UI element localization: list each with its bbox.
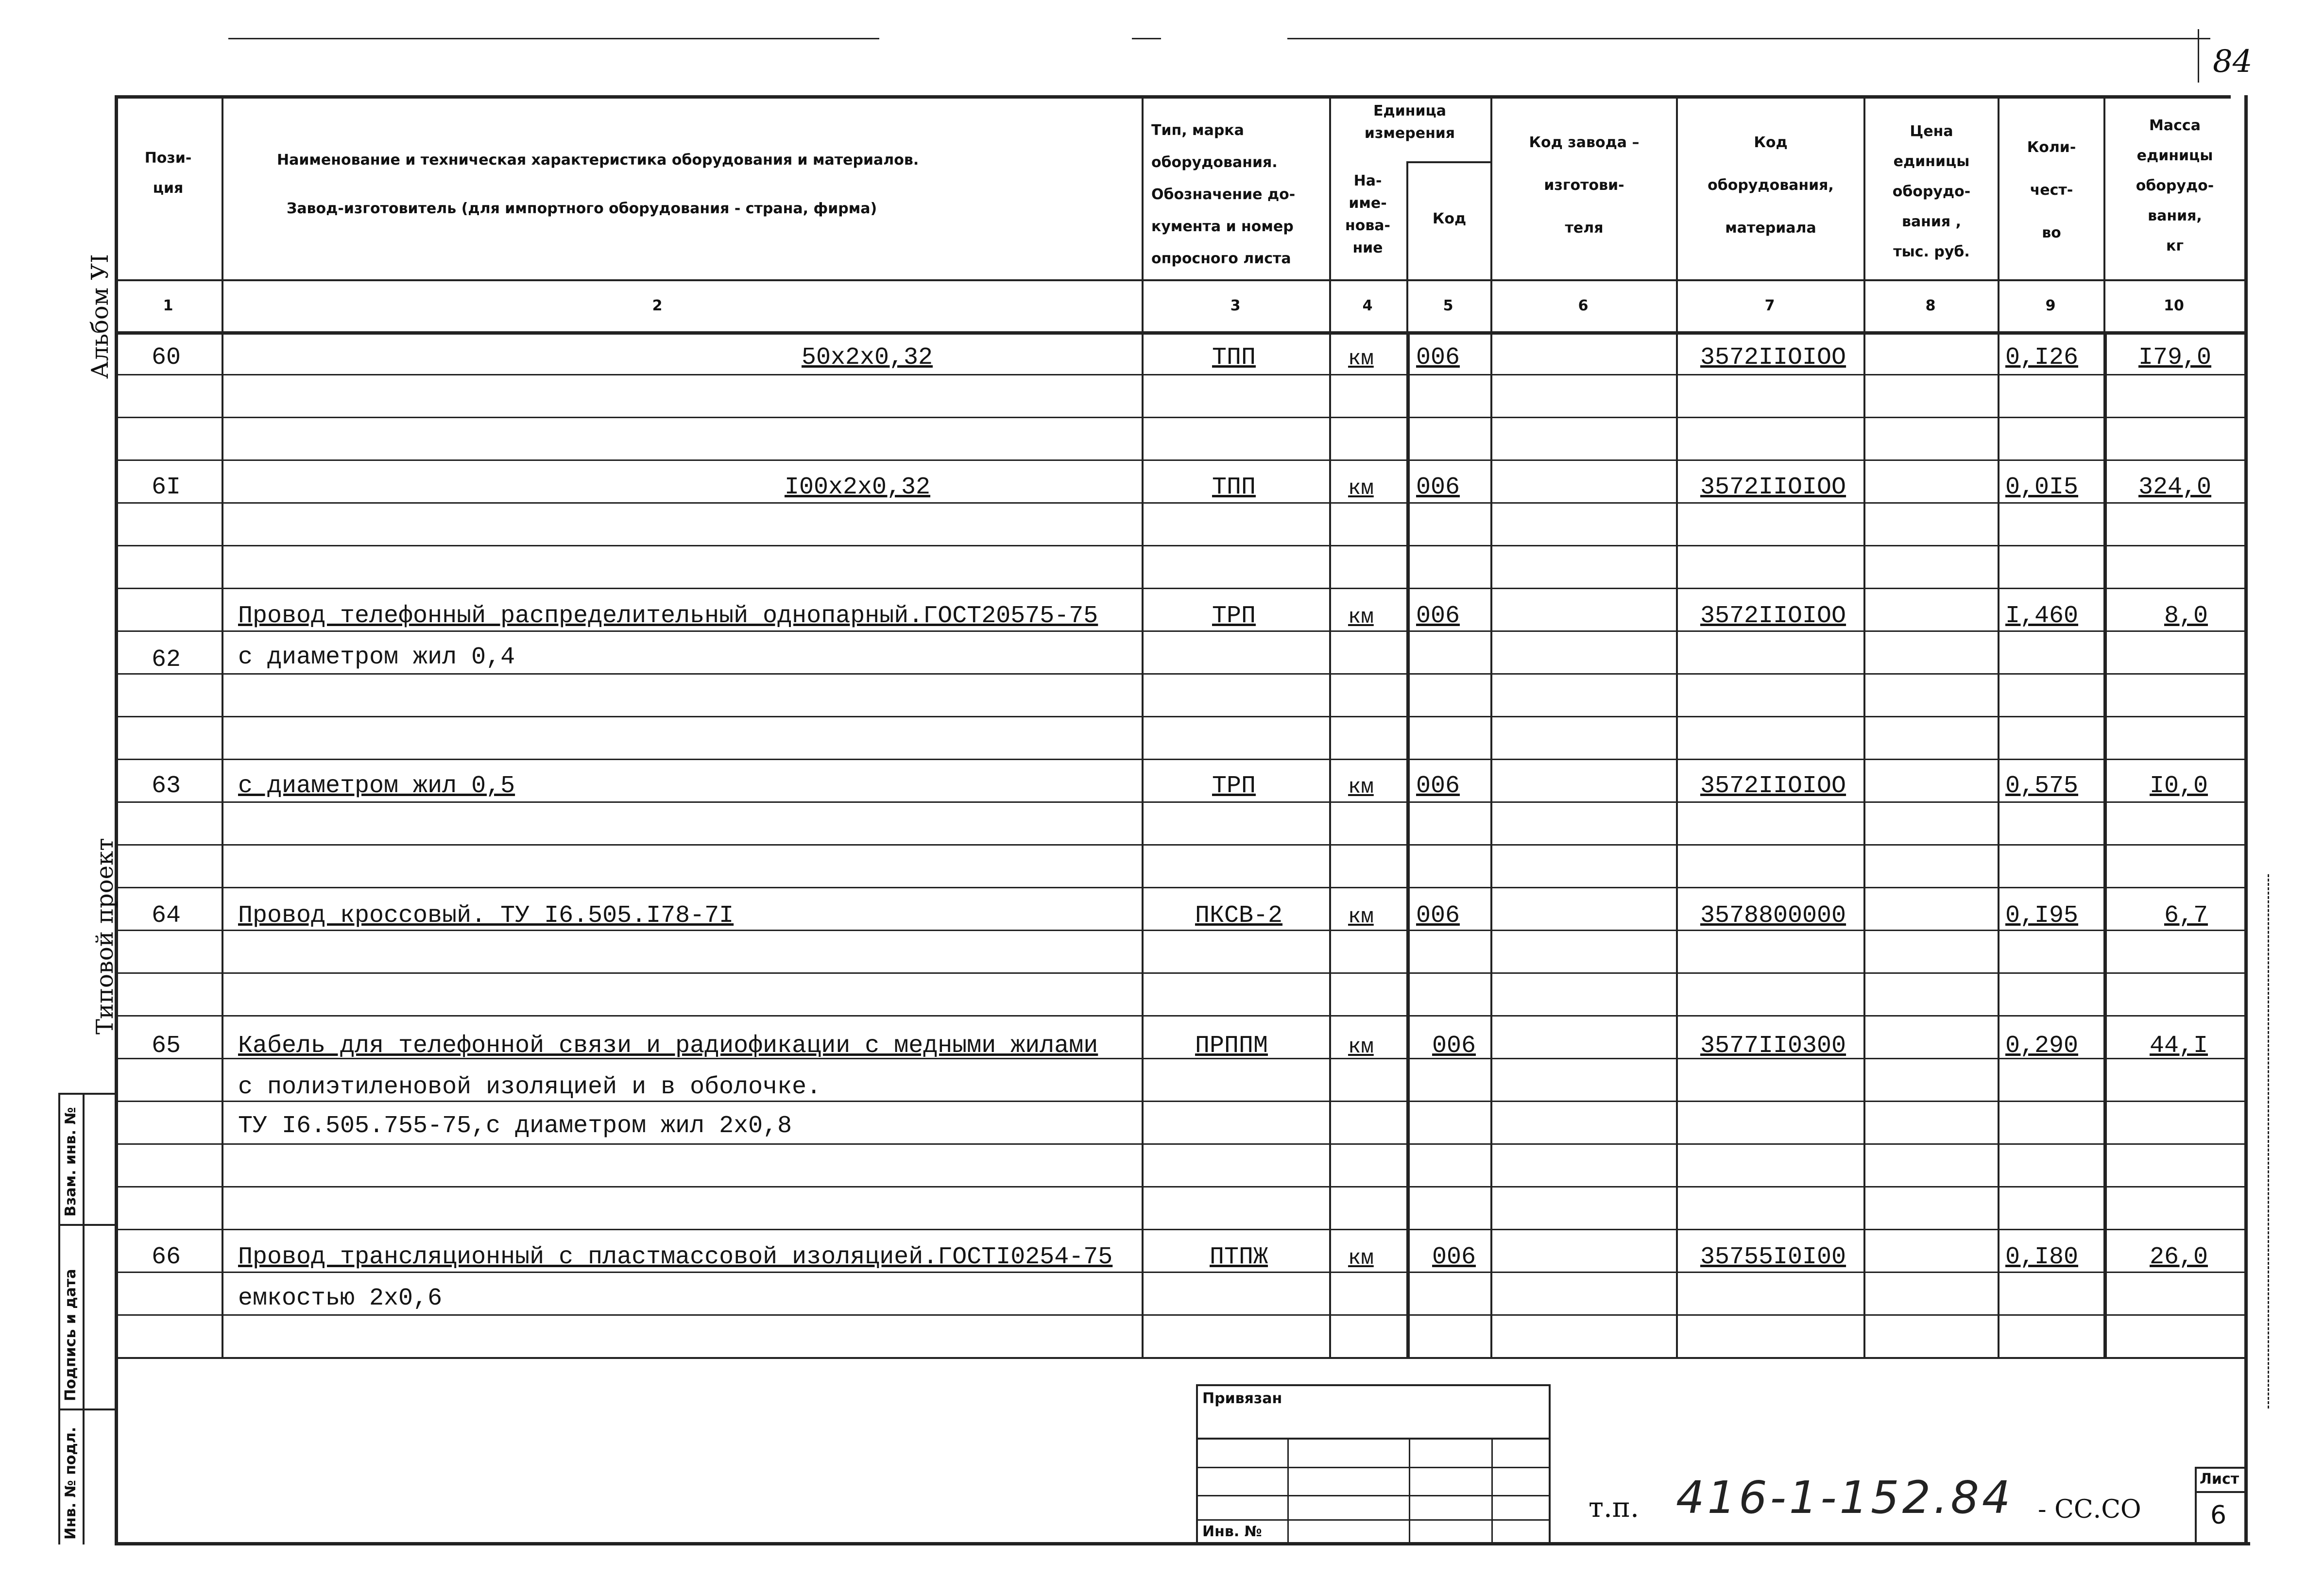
header-position <box>115 143 222 204</box>
row-line <box>115 1357 2244 1359</box>
column-number: 8 <box>1925 297 1936 314</box>
row-line <box>115 801 2244 803</box>
cell-position: 60 <box>152 344 181 372</box>
stamp-line <box>58 1093 115 1095</box>
header-line: име- <box>1349 195 1387 212</box>
cell-name: 50х2х0,32 <box>802 344 933 372</box>
cell-name: с полиэтиленовой изоляцией и в оболочке. <box>238 1073 821 1101</box>
header-line: Пози- <box>144 150 192 167</box>
cell-name: ТУ I6.505.755-75,с диаметром жил 2х0,8 <box>238 1112 792 1140</box>
col-line <box>222 95 223 1357</box>
cell-name: Провод кроссовый. ТУ I6.505.I78-7I <box>238 902 734 930</box>
cell-type: ПРППМ <box>1195 1032 1268 1060</box>
cell-position: 64 <box>152 902 181 930</box>
row-line <box>115 930 2244 931</box>
stamp-line <box>83 1093 85 1544</box>
inv-label: Инв. № <box>1202 1523 1262 1540</box>
header-price <box>1865 117 1998 267</box>
cell-name: емкостью 2х0,6 <box>238 1285 443 1312</box>
header-line: измерения <box>1364 125 1455 142</box>
header-quantity <box>1999 126 2103 255</box>
cell-mass: 6,7 <box>2164 902 2208 930</box>
cell-material-code: 3577II0300 <box>1700 1032 1846 1060</box>
tb-line <box>1196 1495 1549 1496</box>
cell-material-code: 3572IIOIOO <box>1700 772 1846 800</box>
cell-name: I00х2х0,32 <box>785 474 931 501</box>
stamp-signature-date: Подпись и дата <box>62 1269 79 1401</box>
sheet-label: Лист <box>2200 1471 2239 1488</box>
tb-line <box>2195 1491 2244 1493</box>
cell-unit-code: 006 <box>1416 602 1460 630</box>
header-line: ние <box>1352 239 1383 256</box>
cell-position: 6I <box>152 474 181 501</box>
cell-unit: км <box>1348 605 1374 629</box>
cell-mass: 8,0 <box>2164 602 2208 630</box>
cell-mass: I0,0 <box>2150 772 2208 800</box>
row-line <box>115 1143 2244 1145</box>
row-line <box>115 1186 2244 1188</box>
cell-type: ПТПЖ <box>1210 1243 1268 1271</box>
cell-unit: км <box>1348 775 1374 799</box>
header-unit-code: Код <box>1432 210 1467 227</box>
col-line <box>1406 331 1410 1357</box>
header-line: кг <box>2166 238 2184 255</box>
header-line: чест- <box>2030 182 2073 199</box>
cell-mass: 44,I <box>2150 1032 2208 1060</box>
column-number: 2 <box>652 297 663 314</box>
column-number: 4 <box>1362 297 1373 314</box>
cell-unit: км <box>1348 476 1374 501</box>
row-line <box>115 417 2244 418</box>
col-line <box>1329 95 1331 1357</box>
cell-quantity: 0,I26 <box>2005 344 2079 372</box>
row-line <box>115 630 2244 632</box>
cell-quantity: 0,I80 <box>2005 1243 2079 1271</box>
cell-quantity: 0,0I5 <box>2005 474 2079 501</box>
frame-right <box>2244 95 2248 1544</box>
header-line: Код <box>1754 134 1788 151</box>
sheet-number: 6 <box>2210 1501 2227 1530</box>
cell-quantity: I,460 <box>2005 602 2079 630</box>
row-line <box>115 459 2244 461</box>
tb-line <box>1491 1438 1493 1542</box>
header-line: нова- <box>1345 217 1391 234</box>
row-line <box>115 673 2244 675</box>
row-line <box>115 844 2244 846</box>
column-number: 5 <box>1443 297 1453 314</box>
header-line: Обозначение до- <box>1151 186 1296 203</box>
row-line <box>115 759 2244 760</box>
cell-material-code: 3572IIOIOO <box>1700 344 1846 372</box>
header-name <box>223 136 1142 233</box>
stamp-replace-inv: Взам. инв. № <box>62 1107 79 1217</box>
header-line: ция <box>153 180 184 197</box>
header-type <box>1145 115 1336 275</box>
row-line <box>115 1314 2244 1316</box>
header-line: во <box>2042 224 2061 241</box>
column-number: 1 <box>163 297 173 314</box>
cell-unit: км <box>1348 1035 1374 1059</box>
colnum-bottom <box>115 331 2244 335</box>
stamp-line <box>58 1408 115 1410</box>
header-line: кумента и номер <box>1151 218 1294 235</box>
header-line: единицы <box>1893 153 1970 170</box>
row-line <box>115 716 2244 717</box>
cell-unit-code: 006 <box>1432 1243 1476 1271</box>
header-line: оборудования, <box>1708 177 1834 194</box>
cell-material-code: 3572IIOIOO <box>1700 474 1846 501</box>
cell-unit: км <box>1348 905 1374 929</box>
cell-name: Провод трансляционный с пластмассовой изоляцией.ГОСТI0254-75 <box>238 1243 1113 1271</box>
cell-type: ПКСВ-2 <box>1195 902 1283 930</box>
col-line <box>1863 95 1865 1357</box>
margin-dash <box>2268 874 2269 1408</box>
tb-line <box>1196 1519 1549 1521</box>
cell-material-code: 3578800000 <box>1700 902 1846 930</box>
stamp-inv-original: Инв. № подл. <box>62 1426 79 1540</box>
header-line: Цена <box>1910 123 1953 140</box>
cell-unit-code: 006 <box>1432 1032 1476 1060</box>
row-line <box>115 1229 2244 1230</box>
bound-label: Привязан <box>1202 1390 1282 1407</box>
tb-line <box>2195 1467 2244 1469</box>
cell-unit-code: 006 <box>1416 474 1460 501</box>
cell-position: 66 <box>152 1243 181 1271</box>
row-line <box>115 588 2244 589</box>
header-line: Единица <box>1373 102 1446 119</box>
header-unit <box>1329 100 1490 145</box>
row-line <box>115 545 2244 546</box>
column-number: 9 <box>2045 297 2056 314</box>
stamp-line <box>58 1093 60 1544</box>
header-line: Завод-изготовитель (для импортного оборудования - страна, фирма) <box>287 200 877 217</box>
header-line: оборудо- <box>1892 183 1971 200</box>
cell-quantity: 0,I95 <box>2005 902 2079 930</box>
cell-unit-code: 006 <box>1416 344 1460 372</box>
cell-name: с диаметром жил 0,5 <box>238 772 515 800</box>
row-line <box>115 887 2244 888</box>
tb-line <box>1409 1438 1410 1542</box>
header-line: Код завода – <box>1529 134 1640 151</box>
margin-mark <box>2198 29 2199 83</box>
cell-material-code: 35755I0I00 <box>1700 1243 1846 1271</box>
header-line: изготови- <box>1544 177 1624 194</box>
top-rule-left <box>228 38 879 39</box>
header-line: вания , <box>1901 213 1962 230</box>
cell-type: ТПП <box>1212 474 1256 501</box>
header-line: теля <box>1565 220 1604 237</box>
row-line <box>115 972 2244 974</box>
cell-position: 63 <box>152 772 181 800</box>
side-project: Типовой проект <box>91 838 119 1035</box>
cell-material-code: 3572IIOIOO <box>1700 602 1846 630</box>
cell-name: с диаметром жил 0,4 <box>238 644 515 671</box>
cell-type: ТРП <box>1212 772 1256 800</box>
header-line: оборудо- <box>2136 177 2214 194</box>
tb-line <box>1287 1438 1289 1542</box>
cell-type: ТРП <box>1212 602 1256 630</box>
cell-mass: I79,0 <box>2138 344 2212 372</box>
row-line <box>115 502 2244 504</box>
row-line <box>115 1272 2244 1273</box>
column-number: 7 <box>1764 297 1775 314</box>
header-equipment-code <box>1678 121 1863 250</box>
frame-bottom <box>115 1542 2250 1545</box>
cell-unit: км <box>1348 347 1374 371</box>
header-plant-code <box>1492 121 1676 250</box>
tb-line <box>1196 1467 1549 1468</box>
side-album: Альбом УI <box>86 254 114 379</box>
row-line <box>115 374 2244 375</box>
header-line: Тип, марка <box>1151 122 1244 139</box>
tb-line <box>1549 1384 1551 1542</box>
header-line: Масса <box>2149 117 2201 134</box>
column-number: 3 <box>1230 297 1241 314</box>
cell-position: 62 <box>152 646 181 674</box>
header-line: материала <box>1725 220 1816 237</box>
cell-mass: 26,0 <box>2150 1243 2208 1271</box>
page-mark: 84 <box>2213 44 2253 80</box>
top-rule-mid <box>1132 38 1161 39</box>
doc-suffix: - СС.СО <box>2038 1495 2141 1524</box>
cell-unit: км <box>1348 1246 1374 1271</box>
col-line <box>1142 95 1144 1357</box>
col-line <box>1490 95 1492 1357</box>
col-line <box>1676 95 1678 1357</box>
header-line: единицы <box>2136 147 2213 164</box>
header-unit-name <box>1329 170 1406 259</box>
header-line: оборудования. <box>1151 154 1278 171</box>
header-line: Коли- <box>2027 139 2076 156</box>
cell-unit-code: 006 <box>1416 902 1460 930</box>
header-line: На- <box>1353 172 1382 189</box>
cell-mass: 324,0 <box>2138 474 2212 501</box>
cell-name: Провод телефонный распределительный однопарный.ГОСТ20575-75 <box>238 602 1098 630</box>
tb-line <box>1196 1384 1198 1542</box>
frame-left <box>115 95 118 1544</box>
cell-name: Кабель для телефонной связи и радиофикации с медными жилами <box>238 1032 1098 1060</box>
header-line: Наименование и техническая характеристика оборудования и материалов. <box>277 152 919 169</box>
col-line <box>1998 95 1999 1357</box>
unit-header-split <box>1406 161 1491 163</box>
tb-line <box>1196 1384 1549 1386</box>
header-mass <box>2105 111 2244 261</box>
cell-unit-code: 006 <box>1416 772 1460 800</box>
cell-position: 65 <box>152 1032 181 1060</box>
frame-top <box>115 95 2231 99</box>
tb-line <box>1196 1438 1549 1440</box>
tb-line <box>2195 1467 2197 1542</box>
stamp-line <box>58 1224 115 1226</box>
cell-type: ТПП <box>1212 344 1256 372</box>
column-number: 6 <box>1578 297 1589 314</box>
column-number: 10 <box>2164 297 2184 314</box>
cell-quantity: 0,290 <box>2005 1032 2079 1060</box>
header-bottom <box>115 279 2244 281</box>
header-line: опросного листа <box>1151 250 1291 267</box>
top-rule-right <box>1287 38 2210 39</box>
doc-prefix: т.п. <box>1589 1492 1639 1524</box>
doc-number: 416-1-152.84 <box>1676 1472 2014 1524</box>
header-line: тыс. руб. <box>1893 243 1970 260</box>
header-line: вания, <box>2148 207 2202 224</box>
row-line <box>115 1015 2244 1017</box>
col-line <box>2103 331 2107 1357</box>
cell-quantity: 0,575 <box>2005 772 2079 800</box>
